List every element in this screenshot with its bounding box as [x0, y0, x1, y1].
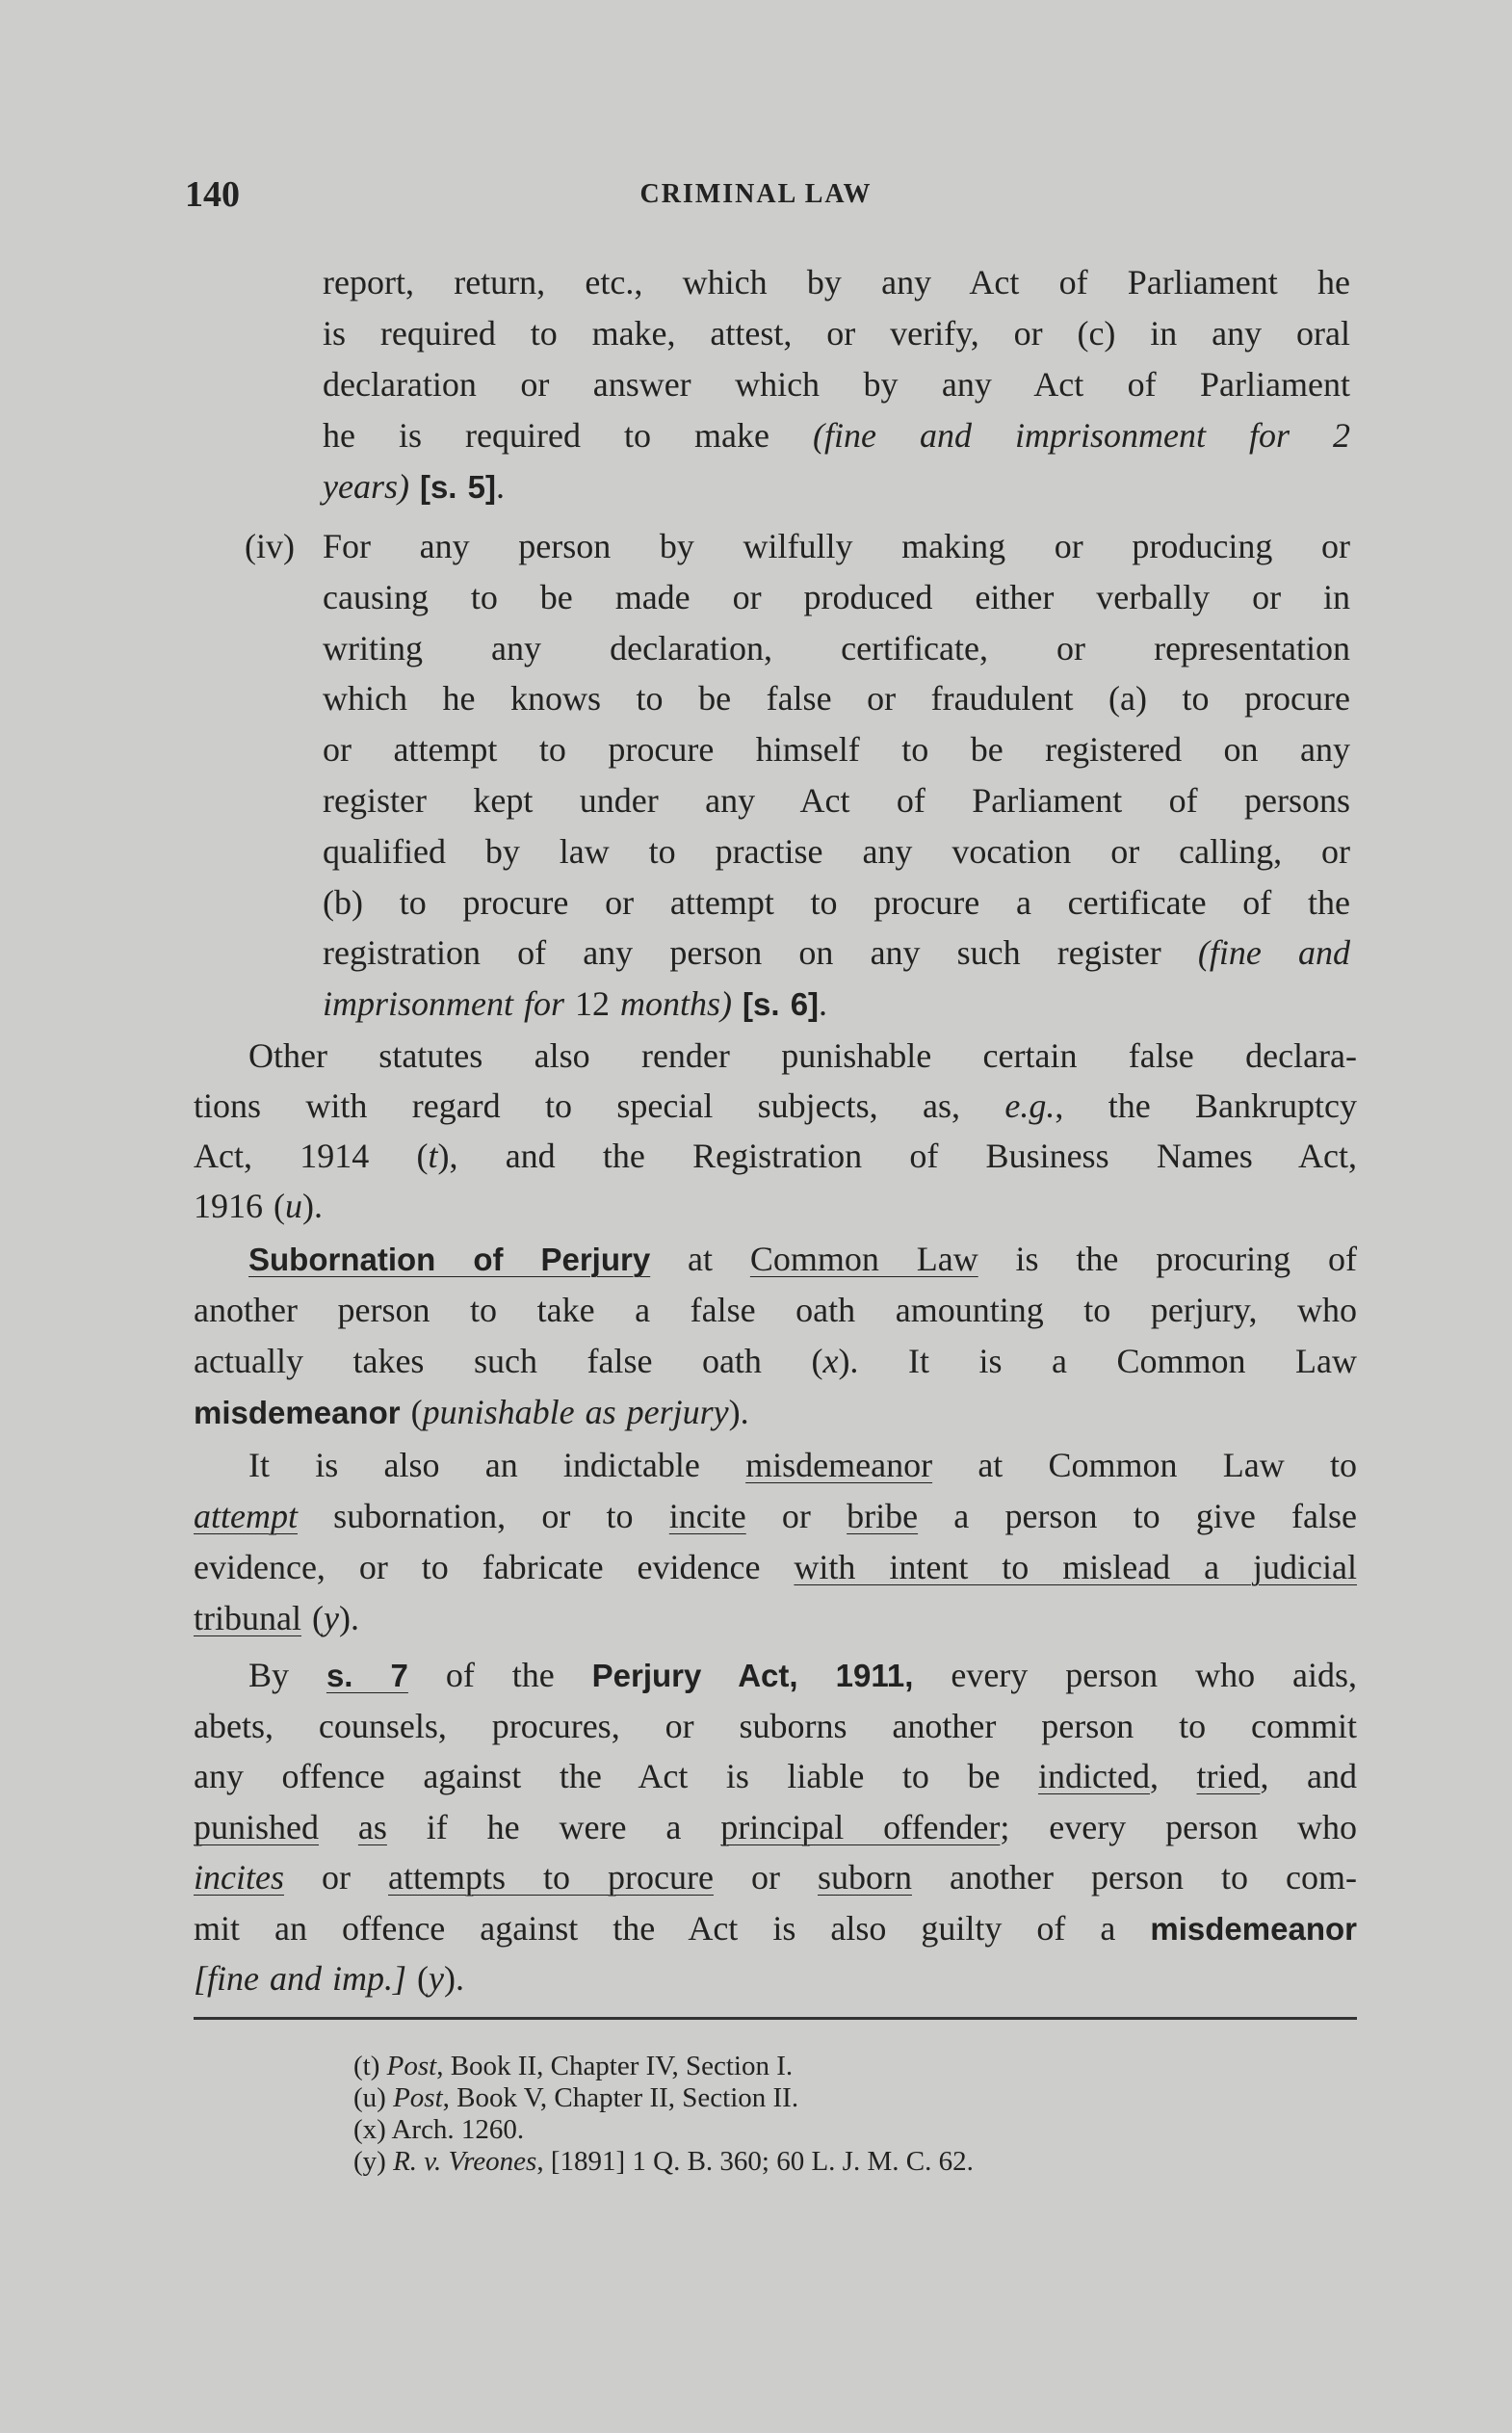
text-segment: imprisonment for [323, 984, 565, 1024]
text-segment: evidence, or to fabricate evidence [194, 1548, 795, 1586]
text-segment: actually takes such false oath ( [194, 1342, 823, 1380]
text-segment: ). [302, 1187, 323, 1225]
text-line [323, 673, 1350, 723]
text-segment: bribe [847, 1497, 919, 1535]
text-segment: a person to give false [918, 1497, 1357, 1535]
text-segment: y [429, 1959, 444, 1998]
text-line [194, 1285, 1357, 1335]
text-line [194, 1542, 1357, 1592]
text-segment: ( [300, 1599, 324, 1637]
text-segment: tribunal [194, 1599, 301, 1637]
text-line [248, 1234, 1357, 1284]
text-line [194, 1751, 1357, 1801]
text-segment: Subornation of Perjury [248, 1242, 651, 1277]
text-segment: misdemeanor [1150, 1910, 1357, 1947]
text-segment: , and [1260, 1757, 1358, 1795]
list-item-label: (iv) [245, 527, 295, 565]
text-line [194, 1181, 1357, 1231]
text-line [194, 1802, 1357, 1852]
text-segment: [fine and imp.] [194, 1959, 407, 1998]
text-segment: , Book II, Chapter IV, Section I. [436, 2051, 794, 2081]
text-line [323, 826, 1350, 876]
text-segment: at Common Law to [932, 1446, 1358, 1484]
text-segment: ), and the Registration of Business Names Act, [437, 1137, 1358, 1175]
text-line [194, 1336, 1357, 1386]
text-line [323, 308, 1350, 358]
text-line [194, 1081, 1357, 1131]
text-segment: indicted [1037, 1757, 1150, 1795]
text-segment: declaration or answer which by any Act of Parliament [323, 365, 1350, 404]
footnote [353, 2050, 793, 2082]
text-segment: It is also an indictable [248, 1446, 746, 1484]
text-segment: x [822, 1342, 839, 1380]
text-line [194, 1131, 1357, 1181]
text-segment: or [713, 1858, 818, 1897]
text-segment: incite [668, 1497, 746, 1535]
text-segment: months) [620, 984, 733, 1024]
text-line [323, 572, 1350, 622]
text-line [323, 928, 1350, 978]
text-segment: ( [406, 1959, 430, 1998]
text-segment: 1916 ( [194, 1187, 285, 1225]
text-segment: punished [194, 1807, 319, 1846]
text-segment: misdemeanor [194, 1395, 401, 1430]
text-segment: mit an offence against the Act is also guilty of a [194, 1908, 1151, 1948]
text-line [323, 623, 1350, 673]
text-segment: he is required to make [323, 416, 813, 455]
text-segment: (x) Arch. 1260. [353, 2114, 525, 2145]
text-line [323, 521, 1350, 571]
text-segment: with intent to mislead a judicial [794, 1548, 1357, 1586]
text-segment: years) [323, 467, 409, 506]
text-segment: tions with regard to special subjects, as, [194, 1086, 1005, 1125]
text-segment: another person to take a false oath amounting to perjury, who [194, 1291, 1357, 1329]
text-segment: misdemeanor [745, 1446, 933, 1484]
text-segment: , Book V, Chapter II, Section II. [442, 2082, 799, 2113]
text-segment: Post [386, 2051, 437, 2081]
text-segment: writing any declaration, certificate, or representation [323, 628, 1350, 667]
text-segment: , [1891] 1 Q. B. 360; 60 L. J. M. C. 62. [536, 2146, 974, 2177]
text-segment: qualified by law to practise any vocation or calling, or [323, 831, 1350, 871]
text-segment: of the [407, 1656, 592, 1694]
text-line [194, 1953, 1357, 2003]
text-line [323, 877, 1350, 928]
text-segment: as [357, 1807, 387, 1846]
text-segment: which he knows to be false or fraudulent (a) to procure [323, 679, 1350, 719]
text-segment: attempt [194, 1497, 298, 1535]
text-segment: (b) to procure or attempt to procure a certificate of the [323, 882, 1350, 922]
text-segment: report, return, etc., which by any Act of Parliament he [323, 263, 1350, 301]
text-segment: any offence against the Act is liable to be [194, 1757, 1038, 1795]
running-title: CRIMINAL LAW [639, 179, 873, 209]
text-segment: every person who aids, [913, 1656, 1358, 1694]
text-line [323, 461, 1350, 511]
text-line [323, 359, 1350, 409]
text-line [323, 724, 1350, 774]
text-segment: (fine and imprisonment for 2 [812, 416, 1351, 455]
text-segment: causing to be made or produced either verbally or in [323, 577, 1350, 616]
text-segment: ). [444, 1959, 464, 1998]
text-segment: t [428, 1137, 438, 1175]
text-segment: principal offender [720, 1807, 1001, 1846]
text-line [248, 1440, 1357, 1490]
text-segment: is the procuring of [978, 1240, 1358, 1278]
text-line [323, 979, 1350, 1029]
text-segment: another person to com- [912, 1858, 1357, 1897]
text-segment: suborn [818, 1858, 912, 1897]
text-line [194, 1593, 1357, 1643]
text-segment: register kept under any Act of Parliament of persons [323, 781, 1350, 820]
text-segment: is required to make, attest, or verify, or (c) in any oral [323, 314, 1350, 353]
text-segment: ). [338, 1599, 359, 1637]
text-segment: R. v. Vreones [393, 2146, 537, 2177]
text-segment: , the Bankruptcy [1055, 1086, 1357, 1125]
text-segment: For any person by wilfully making or producing or [323, 527, 1350, 565]
text-segment: , [1149, 1757, 1197, 1795]
text-segment [409, 467, 420, 506]
text-segment: (t) [353, 2051, 387, 2081]
text-line [194, 1701, 1357, 1751]
text-segment: ). It is a Common Law [838, 1342, 1358, 1380]
text-line [323, 410, 1350, 460]
text-segment [732, 984, 743, 1023]
footnote [353, 2145, 974, 2178]
text-segment: Perjury Act, 1911, [591, 1658, 914, 1693]
text-segment: [s. 5] [419, 469, 496, 505]
text-segment: 12 [564, 984, 621, 1024]
text-segment: Other statutes also render punishable certain false declara- [248, 1036, 1357, 1075]
text-segment: abets, counsels, procures, or suborns another person to commit [194, 1706, 1357, 1745]
text-segment: By [248, 1656, 326, 1694]
text-segment: Common Law [749, 1240, 978, 1278]
text-segment: (fine and [1197, 933, 1350, 973]
text-segment: or attempt to procure himself to be registered on any [323, 730, 1350, 770]
text-segment: ). [728, 1393, 749, 1431]
text-segment: at [650, 1240, 750, 1278]
text-line [248, 1031, 1357, 1081]
text-line [194, 1852, 1357, 1902]
page-number: 140 [185, 174, 240, 215]
text-segment: or [745, 1497, 847, 1535]
text-segment: Post [393, 2082, 443, 2113]
footnote-divider [194, 2017, 1357, 2020]
text-segment: ( [400, 1393, 423, 1431]
text-line [194, 1387, 1357, 1437]
text-segment: u [285, 1187, 302, 1225]
text-segment: [s. 6] [743, 986, 820, 1023]
footnote [353, 2113, 524, 2146]
text-line [248, 1650, 1357, 1700]
text-segment [319, 1808, 358, 1846]
text-segment: tried [1196, 1757, 1261, 1795]
text-segment: Act, 1914 ( [194, 1137, 429, 1175]
text-segment: or [283, 1858, 389, 1897]
text-segment: . [819, 984, 828, 1024]
text-segment: attempts to procure [388, 1858, 714, 1897]
text-segment: punishable as perjury [422, 1393, 729, 1431]
text-segment: y [323, 1599, 339, 1637]
text-segment: (u) [353, 2082, 394, 2113]
text-line [323, 257, 1350, 307]
text-segment: incites [194, 1858, 284, 1897]
footnote [353, 2081, 798, 2114]
text-line [194, 1491, 1357, 1541]
text-segment: if he were a [386, 1807, 721, 1846]
text-segment: registration of any person on any such register [323, 933, 1198, 973]
text-segment: s. 7 [326, 1658, 408, 1693]
text-segment: ; every person who [1000, 1807, 1358, 1846]
text-segment: e.g. [1004, 1086, 1056, 1125]
text-segment: (y) [353, 2146, 394, 2177]
text-line [194, 1903, 1357, 1953]
text-segment: subornation, or to [297, 1497, 669, 1535]
text-line [323, 775, 1350, 825]
text-segment: . [496, 467, 505, 506]
